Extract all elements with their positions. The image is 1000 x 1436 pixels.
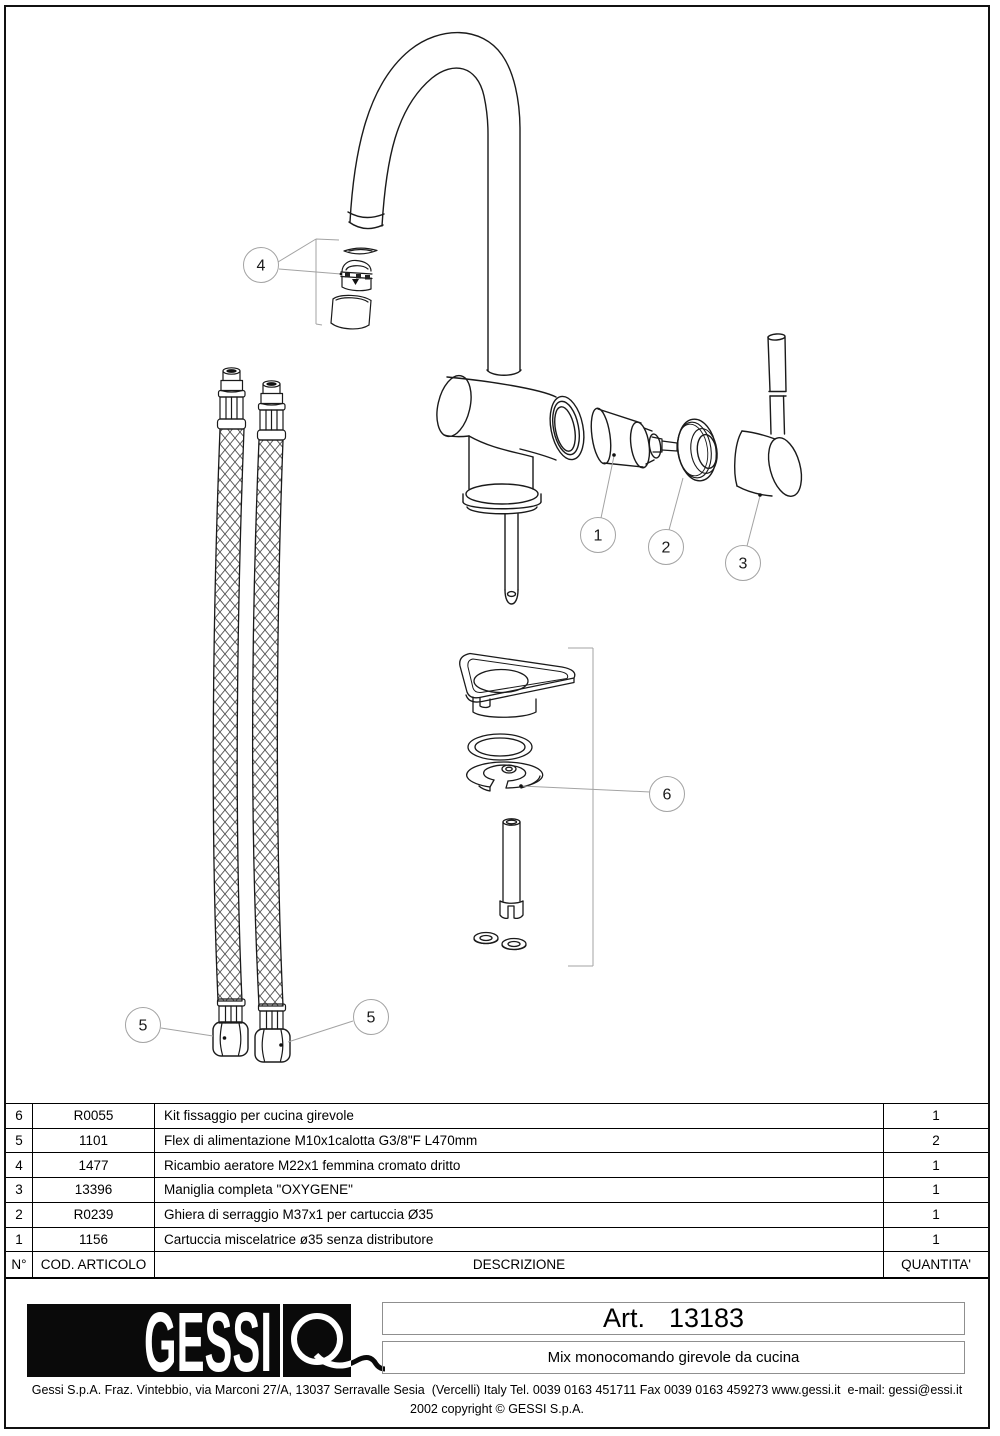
cell-num: 3	[6, 1178, 33, 1203]
leader-lines	[161, 239, 760, 1042]
cell-code: 13396	[33, 1178, 155, 1203]
header-code: COD. ARTICOLO	[33, 1252, 155, 1277]
cell-qty: 1	[884, 1178, 988, 1203]
company-address: Gessi S.p.A. Fraz. Vintebbio, via Marconi 27/A, 13037 Serravalle Sesia (Vercelli) Italy Tel. 0039 0163 451711 Fax 0039 0163 459273 www.gessi.it e-mail: gessi@essi.it	[31, 1383, 963, 1397]
cell-desc: Cartuccia miscelatrice ø35 senza distributore	[155, 1228, 884, 1253]
callout-1	[581, 518, 616, 553]
cartridge-drawing	[588, 407, 677, 469]
svg-text:3: 3	[738, 555, 748, 573]
ring-nut-drawing	[674, 417, 720, 484]
article-number-box	[382, 1302, 965, 1335]
svg-text:6: 6	[662, 786, 672, 804]
exploded-view-drawing	[6, 7, 988, 1103]
title-block	[6, 1277, 988, 1427]
cell-desc: Kit fissaggio per cucina girevole	[155, 1104, 884, 1129]
logo-wordmark: GESSI	[144, 1303, 272, 1381]
copyright-line: 2002 copyright © GESSI S.p.A.	[410, 1402, 584, 1416]
callout-2	[649, 530, 684, 565]
cell-desc: Ricambio aeratore M22x1 femmina cromato dritto	[155, 1153, 884, 1178]
hose-bottom-nuts	[213, 999, 290, 1062]
cell-qty: 1	[884, 1228, 988, 1253]
cell-code: R0055	[33, 1104, 155, 1129]
drawing-sheet-frame	[4, 5, 990, 1429]
handle-drawing	[735, 333, 808, 499]
art-label: Art.	[602, 1303, 645, 1333]
callout-4	[244, 248, 279, 283]
header-qty: QUANTITA'	[901, 1257, 971, 1273]
svg-text:5: 5	[138, 1017, 148, 1035]
svg-text:4: 4	[256, 257, 266, 275]
cell-code: 1101	[33, 1129, 155, 1154]
header-num: N°	[6, 1252, 33, 1277]
art-number: 13183	[668, 1303, 745, 1333]
aerator-kit-drawing	[331, 248, 377, 329]
parts-table	[6, 1103, 988, 1277]
cell-num: 4	[6, 1153, 33, 1178]
hose-top-fittings	[218, 368, 286, 440]
cell-desc: Maniglia completa "OXYGENE"	[155, 1178, 884, 1203]
cell-qty: 2	[884, 1129, 988, 1154]
faucet-spout	[348, 33, 520, 371]
header-desc: DESCRIZIONE	[155, 1252, 884, 1277]
leader-dots	[223, 273, 762, 1047]
cell-desc: Flex di alimentazione M10x1calotta G3/8"F L470mm	[155, 1129, 884, 1154]
cell-num: 1	[6, 1228, 33, 1253]
cell-num: 5	[6, 1129, 33, 1154]
cell-code: R0239	[33, 1203, 155, 1228]
product-name-box: Mix monocomando girevole da cucina	[382, 1341, 965, 1374]
gessi-logo	[26, 1303, 394, 1381]
cell-code: 1156	[33, 1228, 155, 1253]
cell-qty: 1	[884, 1203, 988, 1228]
supply-hoses	[213, 429, 283, 1006]
cell-code: 1477	[33, 1153, 155, 1178]
fixing-kit-drawing	[460, 654, 575, 950]
callout-5-left	[126, 1008, 161, 1043]
faucet-body	[431, 370, 588, 604]
svg-text:5: 5	[366, 1009, 376, 1027]
cell-qty: 1	[884, 1104, 988, 1129]
cell-desc: Ghiera di serraggio M37x1 per cartuccia Ø35	[155, 1203, 884, 1228]
svg-text:1: 1	[593, 527, 603, 545]
cell-num: 2	[6, 1203, 33, 1228]
cell-num: 6	[6, 1104, 33, 1129]
svg-text:2: 2	[661, 539, 671, 557]
callout-3	[726, 546, 761, 581]
callout-6	[650, 777, 685, 812]
cell-qty: 1	[884, 1153, 988, 1178]
callout-5-right	[354, 1000, 389, 1035]
